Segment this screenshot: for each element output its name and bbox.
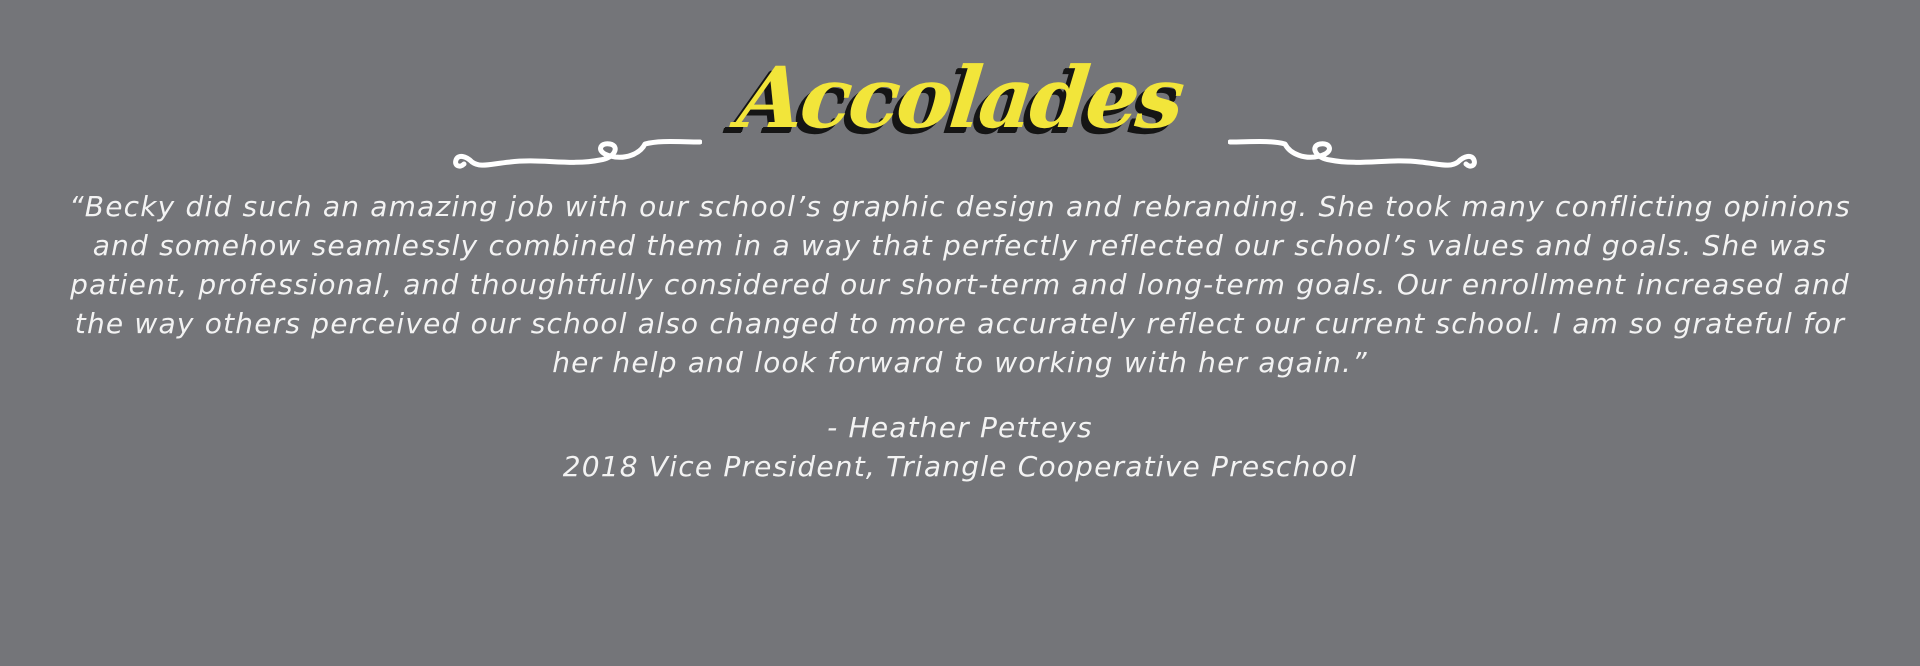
accolades-title: Accolades <box>733 48 1187 147</box>
testimonial-quote: “Becky did such an amazing job with our school’s graphic design and rebranding. She took many conflicting opinions and somehow seamlessly combined them in a way that perfectly reflected our school’s values and goals. She was patient, professional, and thoughtfully considered our short-term and long-term goals. Our enrollment increased and the way others perceived our school also changed to more accurately reflect our current school. I am so grateful for her help and look forward to working with her again.” <box>69 190 1851 379</box>
testimonial-author: - Heather Petteys <box>827 411 1093 444</box>
testimonial-author-role: 2018 Vice President, Triangle Cooperative Preschool <box>562 450 1358 483</box>
flourish-right-icon <box>1228 88 1480 188</box>
accolades-heading <box>0 48 1920 158</box>
